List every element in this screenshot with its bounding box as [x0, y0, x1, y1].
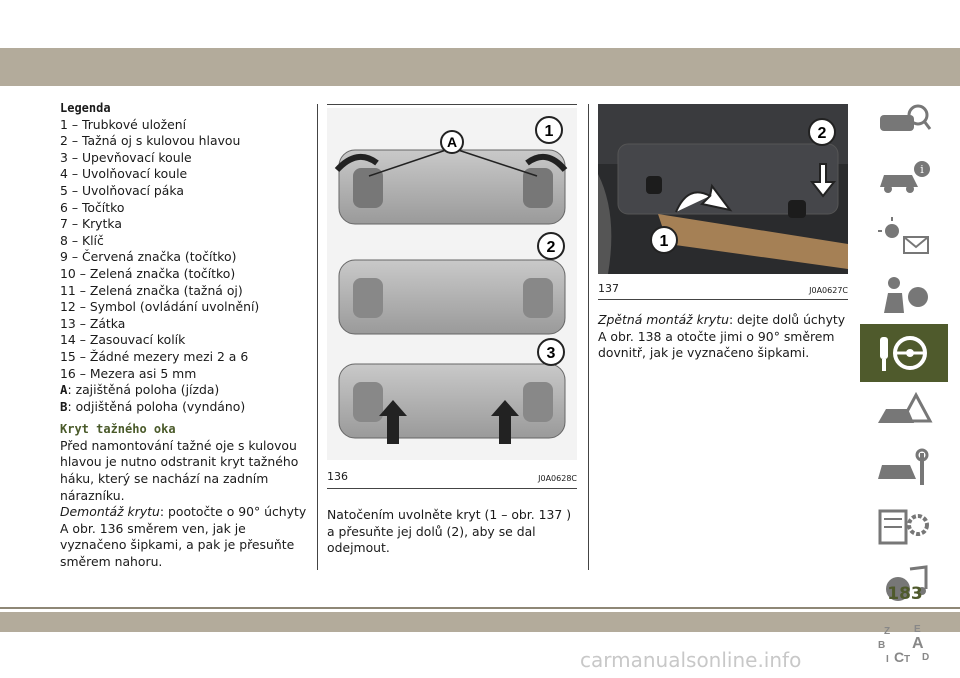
figure-137-number: 137	[598, 282, 619, 295]
column-3-text	[598, 312, 850, 362]
legend-item: 16 – Mezera asi 5 mm	[60, 365, 197, 381]
legend-item: 8 – Klíč	[60, 232, 104, 248]
legend-item: 5 – Uvolňovací páka	[60, 182, 184, 198]
figure-136-label-2: 2	[546, 239, 556, 256]
section-intro: Před namontování tažné oje s kulovou hlavou je nutno odstranit kryt tažného háku, který se nachází na zadním nárazníku.	[60, 437, 299, 503]
figure-137-illustration	[598, 104, 848, 274]
legend-item: 6 – Točítko	[60, 199, 125, 215]
watermark: carmanualsonline.info	[580, 648, 802, 672]
column-2-text	[327, 507, 577, 557]
tab-car-info[interactable]	[860, 150, 948, 208]
reinstall-paragraph	[598, 312, 850, 362]
figure-136-label-a: A	[446, 134, 458, 150]
legend-item: 4 – Uvolňovací koule	[60, 166, 188, 182]
tab-dashboard[interactable]	[860, 92, 948, 150]
removal-paragraph	[60, 504, 312, 570]
reinstall-term: Zpětná montáž krytu	[598, 312, 729, 327]
tab-service[interactable]	[860, 440, 948, 498]
figure-137-label-1: 1	[659, 233, 669, 250]
column-legend	[60, 100, 312, 571]
legend-b	[60, 399, 312, 416]
steering-key-icon	[874, 331, 934, 375]
legend-b-label: B	[60, 398, 68, 414]
car-info-icon	[874, 157, 934, 201]
legend-item: 2 – Tažná oj s kulovou hlavou	[60, 133, 241, 149]
figure-136-illustration	[327, 108, 577, 460]
legend-item: 12 – Symbol (ovládání uvolnění)	[60, 299, 260, 315]
legend-b-text: : odjištěná poloha (vyndáno)	[67, 398, 246, 414]
section-title: Kryt tažného oka	[60, 422, 176, 437]
bottom-rule	[0, 607, 960, 609]
figure-136-top-rule	[327, 104, 577, 105]
light-message-icon	[874, 215, 934, 259]
legend-item: 1 – Trubkové uložení	[60, 116, 187, 132]
legend-item: 7 – Krytka	[60, 216, 122, 232]
figure-136-caption	[327, 470, 577, 483]
dashboard-search-icon	[874, 99, 934, 143]
tab-starting-driving[interactable]	[860, 324, 948, 382]
legend-item: 15 – Žádné mezery mezi 2 a 6	[60, 348, 249, 364]
index-letter-i: I	[886, 654, 889, 665]
index-letter-c: C	[894, 649, 905, 665]
removal-term: Demontáž krytu	[60, 504, 160, 520]
figure-137-code: J0A0627C	[809, 286, 848, 295]
figure-137-label-2: 2	[817, 125, 827, 142]
legend-item: 14 – Zasouvací kolík	[60, 332, 186, 348]
specs-gear-icon	[874, 505, 934, 549]
figure-136-label-3: 3	[546, 345, 556, 362]
legend-a-text: : zajištěná poloha (jízda)	[67, 382, 220, 398]
legend-list	[60, 117, 312, 383]
figure-136-label-1: 1	[544, 123, 554, 140]
index-letter-t: T	[904, 654, 911, 665]
legend-item: 10 – Zelená značka (točítko)	[60, 265, 236, 281]
column-divider-2	[588, 104, 589, 570]
tab-specs[interactable]	[860, 498, 948, 556]
figure-137	[598, 104, 848, 274]
legend-item: 13 – Zátka	[60, 315, 126, 331]
tab-safety[interactable]	[860, 266, 948, 324]
person-airbag-icon	[874, 273, 934, 317]
car-service-icon	[874, 447, 934, 491]
index-letter-z: Z	[884, 626, 891, 637]
reinstall-text: : dejte dolů úchyty A obr. 138 a otočte jimi o 90° směrem dovnitř, jak je vyznačeno šipkami.	[598, 312, 846, 361]
legend-item: 3 – Upevňovací koule	[60, 149, 192, 165]
index-letters-icon	[874, 620, 934, 666]
legend-title: Legenda	[60, 101, 111, 115]
svg-text:i: i	[920, 163, 924, 176]
figure-136-bottom-rule	[327, 488, 577, 489]
column-2-paragraph: Natočením uvolněte kryt (1 – obr. 137 ) a přesuňte jej dolů (2), aby se dal odejmout.	[327, 507, 572, 556]
legend-item: 9 – Červená značka (točítko)	[60, 249, 237, 265]
page-number: 183	[887, 584, 923, 604]
removal-text: : pootočte o 90° úchyty A obr. 136 směrem ven, jak je vyznačeno šipkami, a pak je přesuňte směrem nahoru.	[60, 504, 307, 570]
figure-137-bottom-rule	[598, 299, 848, 300]
index-letter-e: E	[914, 624, 921, 635]
tab-lights[interactable]	[860, 208, 948, 266]
figure-136	[327, 108, 577, 460]
column-divider-1	[317, 104, 318, 570]
top-band	[0, 48, 960, 86]
warning-crash-icon	[874, 389, 934, 433]
figure-136-code: J0A0628C	[538, 474, 577, 483]
index-letter-d: D	[922, 652, 930, 663]
figure-136-number: 136	[327, 470, 348, 483]
figure-137-caption	[598, 282, 848, 295]
legend-item: 11 – Zelená značka (tažná oj)	[60, 282, 243, 298]
index-letter-a: A	[912, 635, 924, 652]
tab-index[interactable]	[860, 614, 948, 672]
index-letter-b: B	[878, 640, 886, 651]
legend-a-label: A	[60, 382, 68, 398]
tab-emergency[interactable]	[860, 382, 948, 440]
bottom-band	[0, 612, 960, 632]
legend-a	[60, 382, 312, 399]
